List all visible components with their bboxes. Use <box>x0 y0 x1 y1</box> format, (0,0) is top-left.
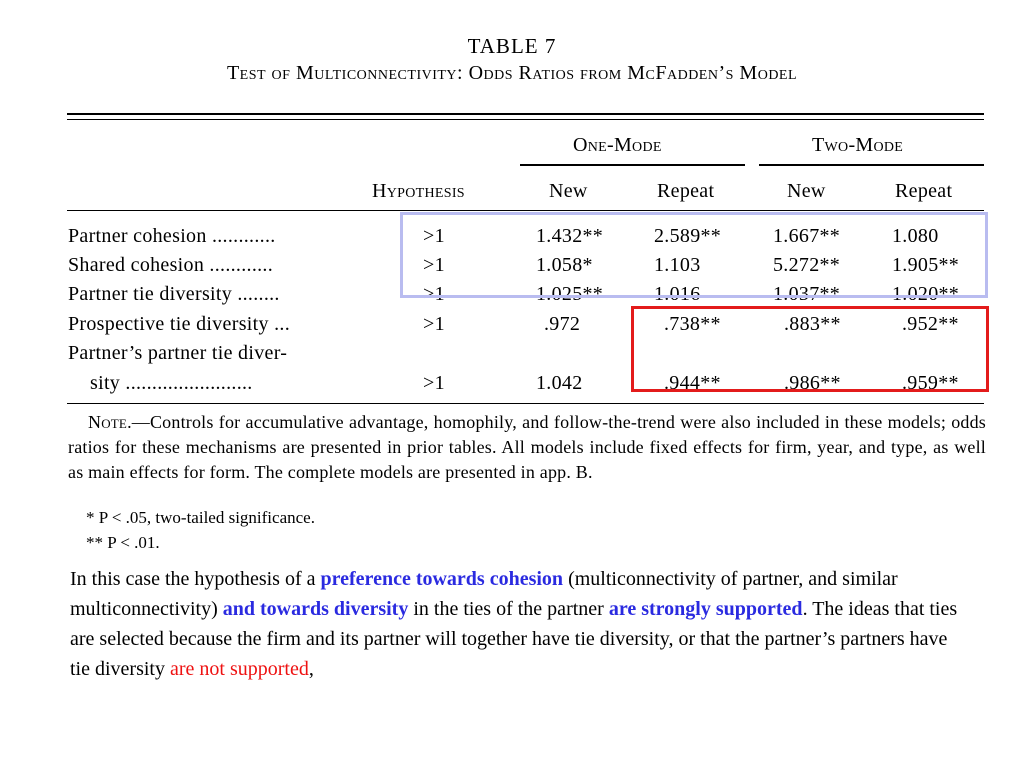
cell-repeat-one: .738** <box>664 313 721 335</box>
row-hypothesis: >1 <box>423 254 445 276</box>
group-header-one-mode: One-Mode <box>573 134 662 156</box>
col-header-new-one: New <box>549 180 588 202</box>
cell-new-two: .986** <box>784 372 841 394</box>
row-label: Shared cohesion ............ <box>68 254 274 276</box>
cell-new-one: 1.058* <box>536 254 593 276</box>
col-header-repeat-one: Repeat <box>657 180 715 202</box>
para-highlight-cohesion: preference towards cohesion <box>320 568 564 590</box>
commentary-paragraph <box>70 564 970 684</box>
cell-repeat-two: .952** <box>902 313 959 335</box>
cell-new-two: 5.272** <box>773 254 841 276</box>
para-highlight-diversity: and towards diversity <box>222 598 409 620</box>
row-label-continued: sity ........................ <box>90 372 253 394</box>
note-label: Note. <box>88 412 132 432</box>
table-number: TABLE 7 <box>467 34 557 58</box>
row-hypothesis: >1 <box>423 372 445 394</box>
para-highlight-not-supported: are not supported <box>169 658 309 680</box>
cell-new-two: 1.037** <box>773 283 841 305</box>
col-header-hypothesis: Hypothesis <box>372 180 465 202</box>
para-text: in the ties of the partner <box>408 598 609 620</box>
supported-highlight-box <box>400 212 988 298</box>
cell-repeat-one: 1.103 <box>654 254 701 276</box>
not-supported-highlight-box <box>631 306 989 392</box>
cell-repeat-two: 1.020** <box>892 283 960 305</box>
cell-repeat-one: 1.016 <box>654 283 701 305</box>
footnote-single-star: * P < .05, two-tailed significance. <box>86 508 315 527</box>
row-label: Partner tie diversity ........ <box>68 283 280 305</box>
bottom-rule <box>67 403 984 404</box>
row-hypothesis: >1 <box>423 313 445 335</box>
cell-repeat-one: .944** <box>664 372 721 394</box>
table-caption: Test of Multiconnectivity: Odds Ratios from McFadden’s Model <box>226 62 798 84</box>
cell-repeat-two: 1.905** <box>892 254 960 276</box>
group-rule-one-mode <box>520 164 745 166</box>
cell-new-one: .972 <box>544 313 581 335</box>
para-text: . The ideas that ties are selected because the firm and its partner will together have tie diversity, or that the partner’s partners have tie diversity <box>70 598 958 680</box>
row-label: Prospective tie diversity ... <box>68 313 290 335</box>
group-header-two-mode: Two-Mode <box>812 134 904 156</box>
top-rule-thin <box>67 119 984 120</box>
row-label: Partner’s partner tie diver- <box>68 342 288 364</box>
para-highlight-supported: are strongly supported <box>608 598 803 620</box>
row-hypothesis: >1 <box>423 283 445 305</box>
col-header-repeat-two: Repeat <box>895 180 953 202</box>
group-rule-two-mode <box>759 164 984 166</box>
row-hypothesis: >1 <box>423 225 445 247</box>
cell-new-one: 1.042 <box>536 372 583 394</box>
para-text: , <box>308 658 314 680</box>
cell-repeat-two: 1.080 <box>892 225 939 247</box>
top-rule <box>67 113 984 115</box>
para-text: In this case the hypothesis of a <box>70 568 321 590</box>
table-note <box>68 410 986 485</box>
cell-new-one: 1.025** <box>536 283 604 305</box>
row-label: Partner cohesion ............ <box>68 225 276 247</box>
cell-new-two: .883** <box>784 313 841 335</box>
header-rule <box>67 210 984 211</box>
cell-new-one: 1.432** <box>536 225 604 247</box>
cell-new-two: 1.667** <box>773 225 841 247</box>
note-text: —Controls for accumulative advantage, homophily, and follow-the-trend were also included in these models; odds ratios for these mechanisms are presented in prior tables. All models include fixed effects for firm, year, and type, as well as main effects for form. The complete models are presented in app. B. <box>68 412 986 482</box>
cell-repeat-one: 2.589** <box>654 225 722 247</box>
col-header-new-two: New <box>787 180 826 202</box>
cell-repeat-two: .959** <box>902 372 959 394</box>
para-text: (multiconnectivity of partner, and similar multiconnectivity) <box>70 568 898 620</box>
footnote-double-star: ** P < .01. <box>86 533 160 552</box>
